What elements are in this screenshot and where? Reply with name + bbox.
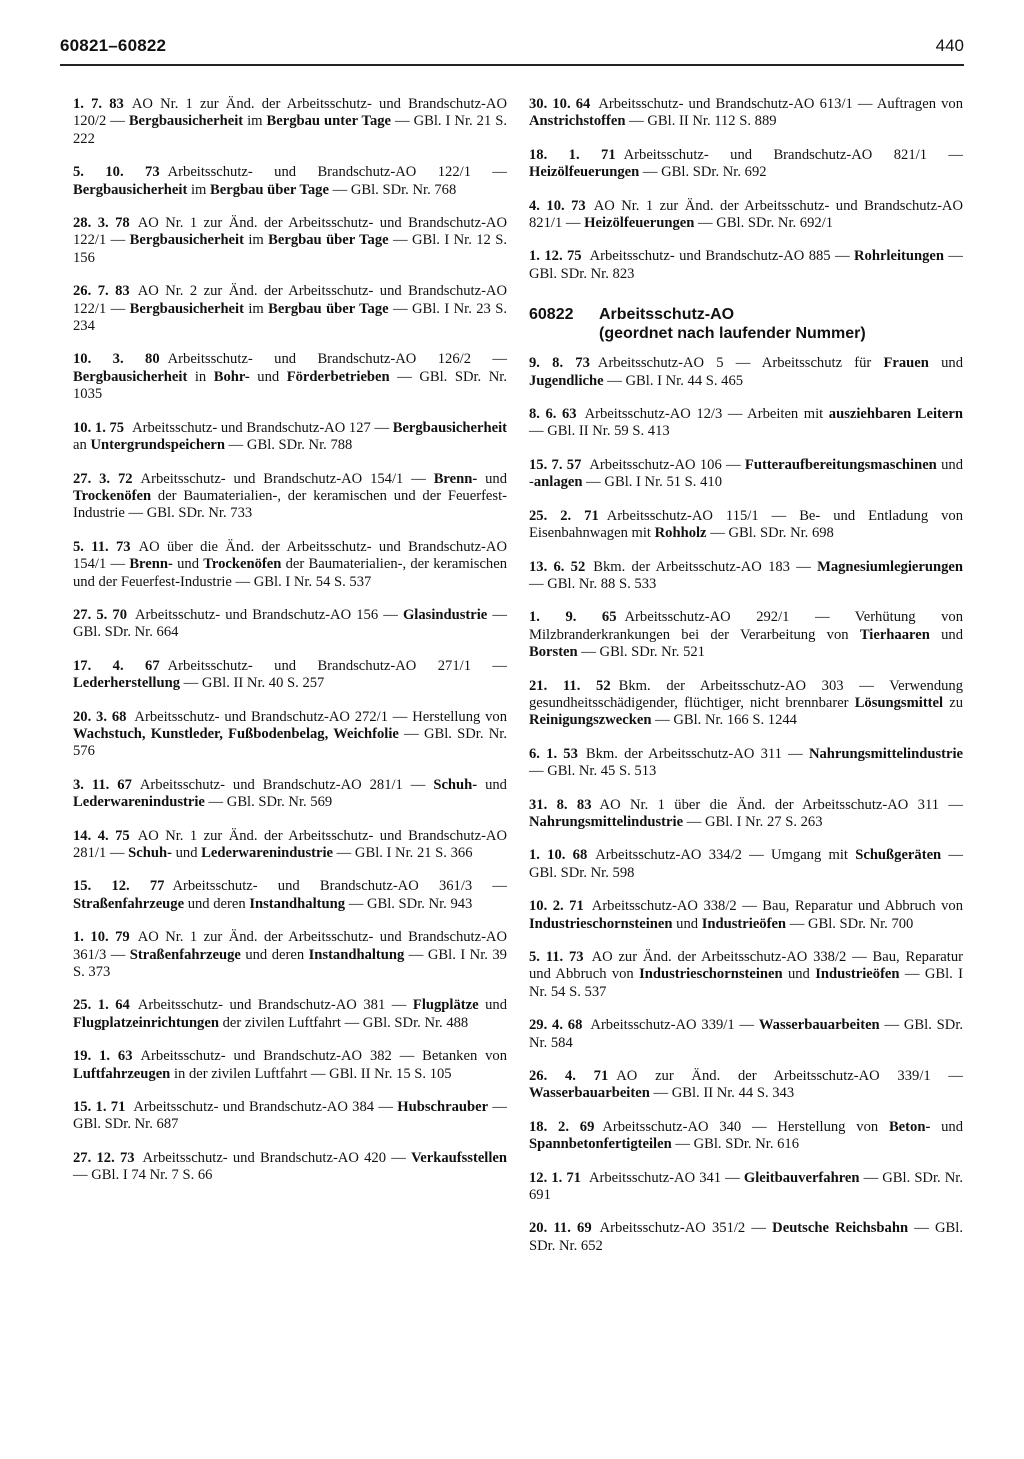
entry-keyword: Bergbausicherheit — [73, 368, 188, 385]
entry-text: AO Nr. 1 zur Änd. der Arbeitsschutz- und Brandschutz-AO 821/1 — — [529, 197, 964, 232]
entry-keyword: Straßenfahrzeuge — [73, 895, 185, 912]
entry-text: Arbeitsschutz- und Brandschutz-AO 420 — — [142, 1149, 412, 1166]
entry-keyword: Glasindustrie — [402, 606, 488, 623]
entry-text: und — [171, 845, 202, 861]
entry-keyword: Rohrleitungen — [854, 248, 944, 265]
entry-text: — GBl. SDr. Nr. 687 — [73, 1099, 508, 1133]
entry-text: AO Nr. 1 zur Änd. der Arbeitsschutz- und Brandschutz-AO 122/1 — — [73, 215, 508, 249]
entry-keyword: Nahrungsmittelindustrie — [808, 745, 963, 762]
header-page-number: 440 — [935, 36, 964, 55]
entry-text: Arbeitsschutz-AO 334/2 — Umgang mit — [595, 847, 856, 864]
entry — [529, 1220, 963, 1255]
entry-text: — GBl. SDr. Nr. 700 — [786, 915, 914, 932]
entry — [73, 1099, 507, 1134]
entry-date: 15. 12. 77 — [73, 878, 165, 895]
entry — [529, 248, 963, 283]
entry-date: 30. 10. 64 — [529, 96, 591, 112]
entry-keyword: Rohholz — [654, 525, 707, 542]
entry-text: AO Nr. 1 über die Änd. der Arbeitsschutz-AO 311 — — [599, 796, 963, 813]
entry — [529, 147, 963, 182]
entry-keyword: Bergbausicherheit — [128, 113, 244, 130]
entry-keyword: Flugplatzeinrichtungen — [73, 1014, 219, 1031]
entry-keyword: Jugendliche — [529, 372, 604, 389]
entry-text: — GBl. II Nr. 40 S. 257 — [180, 675, 325, 692]
entry-date: 1. 7. 83 — [73, 96, 124, 112]
entry-text: — GBl. I 74 Nr. 7 S. 66 — [73, 1167, 213, 1184]
section-title-line2: (geordnet nach laufender Nummer) — [599, 325, 866, 343]
entry-text: — GBl. I Nr. 39 S. 373 — [73, 946, 507, 981]
entry-date: 8. 6. 63 — [529, 406, 577, 423]
entry-keyword: Flugplätze — [412, 997, 479, 1014]
entry-date: 20. 11. 69 — [529, 1220, 592, 1237]
entry-date: 6. 1. 53 — [529, 745, 578, 762]
entry-text: — GBl. I Nr. 51 S. 410 — [582, 474, 722, 491]
entry — [73, 471, 507, 523]
entry-keyword: Luftfahrzeugen — [73, 1065, 171, 1082]
entry — [73, 96, 507, 148]
entry-keyword: Heizölfeuerungen — [529, 164, 640, 181]
entry-keyword: Bergbau über Tage — [268, 300, 389, 317]
entry-text: — GBl. SDr. Nr. 584 — [529, 1017, 964, 1051]
entry — [73, 828, 507, 863]
section-title — [599, 305, 963, 343]
entry — [73, 658, 507, 693]
entry-keyword: Frauen — [883, 355, 929, 372]
entry-text: Arbeitsschutz- und Brandschutz-AO 122/1 — — [167, 164, 508, 181]
entry-text: und — [172, 556, 204, 573]
entry — [529, 949, 963, 1001]
entry — [73, 1150, 507, 1185]
entry-text: — GBl. SDr. Nr. 576 — [73, 725, 507, 760]
entry-date: 1. 10. 68 — [529, 847, 588, 864]
entry-text: Arbeitsschutz-AO 106 — — [589, 456, 745, 473]
entry-text: Arbeitsschutz-AO 340 — Herstellung von — [602, 1118, 889, 1135]
entry-text: Arbeitsschutz- und Brandschutz-AO 821/1 — — [623, 146, 964, 163]
entry-keyword: Wasserbauarbeiten — [529, 1085, 650, 1102]
entry-keyword: Beton- — [888, 1118, 931, 1135]
entry-keyword: Spannbetonfertigteilen — [529, 1136, 672, 1153]
entry-text: — GBl. SDr. Nr. 768 — [328, 181, 457, 198]
entry-date: 5. 11. 73 — [73, 538, 131, 555]
entry-keyword: Lösungsmittel — [854, 694, 944, 711]
entry-text: Arbeitsschutz- und Brandschutz-AO 384 — — [133, 1099, 398, 1116]
entry-keyword: Lederherstellung — [73, 675, 181, 692]
entry-date: 1. 12. 75 — [529, 248, 582, 265]
entry-date: 5. 10. 73 — [73, 164, 160, 181]
right-column-bottom-entries — [529, 355, 963, 1255]
right-column-top-entries — [529, 96, 963, 283]
entry-keyword: Instandhaltung — [308, 946, 405, 963]
entry-date: 1. 9. 65 — [529, 609, 617, 626]
entry — [529, 508, 963, 543]
entry-text: AO Nr. 2 zur Änd. der Arbeitsschutz- und Brandschutz-AO 122/1 — — [73, 283, 508, 317]
entry-keyword: Tierhaaren — [859, 626, 930, 643]
entry-text: und — [672, 915, 702, 932]
entry — [73, 164, 507, 199]
entry-text: — GBl. SDr. Nr. 521 — [577, 644, 705, 661]
entry-keyword: anlagen — [533, 474, 583, 491]
entry-date: 9. 8. 73 — [529, 355, 590, 372]
entry-text: Arbeitsschutz-AO 339/1 — — [590, 1017, 759, 1034]
entry-text: und — [478, 997, 508, 1014]
entry — [73, 997, 507, 1032]
entry-text: Arbeitsschutz-AO 341 — — [588, 1169, 744, 1186]
entry-text: und — [477, 470, 507, 487]
entry-text: und — [782, 966, 816, 983]
entry-keyword: Deutsche Reichsbahn — [772, 1220, 909, 1237]
entry-keyword: Nahrungsmittelindustrie — [529, 813, 684, 830]
entry-keyword: Bergbausicherheit — [392, 419, 507, 436]
entry — [529, 406, 963, 441]
entry — [73, 878, 507, 913]
entry-text: Arbeitsschutz- und Brandschutz-AO 126/2 — — [167, 351, 508, 368]
entry-text: — GBl. SDr. Nr. 823 — [529, 248, 963, 282]
entry-date: 19. 1. 63 — [73, 1048, 133, 1065]
entry — [529, 678, 963, 730]
entry-text: im — [187, 181, 211, 198]
entry-text: Arbeitsschutz-AO 115/1 — Be- und Entladung von Eisenbahnwagen mit — [529, 507, 963, 542]
section-heading — [529, 305, 963, 343]
entry-keyword: Förderbetrieben — [286, 368, 390, 385]
entry-text: — GBl. SDr. Nr. 652 — [529, 1220, 963, 1254]
entry-text: — GBl. SDr. Nr. 1035 — [73, 368, 507, 403]
entry-date: 17. 4. 67 — [73, 657, 160, 674]
entry-text: AO über die Änd. der Arbeitsschutz- und Brandschutz-AO 154/1 — — [73, 538, 507, 573]
entry-keyword: Schuh- — [433, 776, 478, 793]
entry-text: AO Nr. 1 zur Änd. der Arbeitsschutz- und Brandschutz-AO 361/3 — — [73, 929, 508, 963]
entry-text: — GBl. II Nr. 59 S. 413 — [529, 423, 670, 440]
entry-text: AO zur Änd. der Arbeitsschutz-AO 338/2 — Bau, Reparatur und Abbruch von — [529, 949, 963, 983]
entry-keyword: Trockenöfen — [73, 487, 152, 504]
entry — [73, 607, 507, 642]
entry-text: im — [243, 300, 269, 317]
entry-keyword: ausziehbaren Leitern — [828, 406, 963, 423]
entry-text: — GBl. SDr. Nr. 598 — [529, 847, 964, 881]
entry-text: — GBl. SDr. Nr. 788 — [225, 437, 353, 454]
entry-text: — GBl. I Nr. 27 S. 263 — [683, 813, 823, 830]
entry-text: — GBl. SDr. Nr. 664 — [73, 606, 508, 641]
entry-text: im — [243, 232, 269, 249]
entry-text: Arbeitsschutz-AO 351/2 — — [599, 1220, 773, 1237]
entry-text: Arbeitsschutz-AO 12/3 — Arbeiten mit — [584, 406, 829, 423]
entry-date: 18. 1. 71 — [529, 146, 616, 163]
entry-keyword: Verkaufsstellen — [411, 1149, 508, 1166]
entry — [73, 351, 507, 403]
entry — [73, 709, 507, 761]
entry-text: Arbeitsschutz- und Brandschutz-AO 154/1 — — [140, 470, 434, 487]
entry — [529, 198, 963, 233]
entry — [529, 96, 963, 131]
entry — [73, 539, 507, 591]
entry-text: — GBl. SDr. Nr. 692 — [639, 164, 767, 181]
entry-keyword: Schuh- — [128, 845, 172, 861]
entry-text: — GBl. SDr. Nr. 943 — [345, 895, 473, 912]
entry-text: der Baumaterialien-, der keramischen und der Feuerfest-Industrie — GBl. SDr. Nr. 733 — [73, 487, 507, 522]
entry-text: Bkm. der Arbeitsschutz-AO 303 — Verwendung gesundheitsschädigender, flüchtiger, nicht brennbarer — [529, 677, 964, 711]
entry-text: — GBl. Nr. 88 S. 533 — [529, 575, 657, 592]
page-header — [60, 34, 964, 66]
entry-date: 28. 3. 78 — [73, 215, 130, 232]
entry-text: — GBl. SDr. Nr. 569 — [204, 794, 333, 811]
entry-text: und — [929, 626, 963, 643]
header-section-range: 60821–60822 — [60, 36, 167, 55]
entry-text: zu — [943, 694, 963, 711]
entry-text: — GBl. SDr. Nr. 698 — [706, 525, 834, 542]
entry-text: — GBl. I Nr. 23 S. 234 — [73, 300, 508, 335]
entry-text: — GBl. I Nr. 12 S. 156 — [73, 232, 508, 266]
entry-text: — GBl. II Nr. 112 S. 889 — [625, 113, 777, 130]
entry-keyword: Bergbau über Tage — [210, 181, 329, 198]
entry-date: 10. 1. 75 — [73, 419, 125, 436]
entry-text: an — [73, 437, 91, 454]
entry-date: 14. 4. 75 — [73, 827, 130, 844]
entry — [529, 1119, 963, 1154]
entry-text: in — [187, 368, 214, 385]
entry-text: Bkm. der Arbeitsschutz-AO 311 — — [585, 745, 809, 762]
entry-date: 1. 10. 79 — [73, 929, 130, 946]
entry-text: der Baumaterialien-, der keramischen und der Feuerfest-Industrie — GBl. I Nr. 54 S. 537 — [73, 556, 508, 590]
entry-date: 18. 2. 69 — [529, 1118, 595, 1135]
entry-date: 25. 2. 71 — [529, 507, 599, 524]
section-title-line1: Arbeitsschutz-AO — [599, 306, 735, 324]
entry — [529, 746, 963, 781]
entry-text: — GBl. I Nr. 44 S. 465 — [603, 372, 744, 389]
entry-date: 29. 4. 68 — [529, 1017, 583, 1034]
entry-text: der zivilen Luftfahrt — GBl. SDr. Nr. 488 — [218, 1014, 469, 1031]
entry — [73, 420, 507, 455]
entry-keyword: Untergrundspeichern — [90, 437, 226, 454]
entry-keyword: Wachstuch, Kunstleder, Fußbodenbelag, Weichfolie — [73, 725, 399, 742]
entry-date: 27. 5. 70 — [73, 606, 128, 623]
entry-keyword: Industrieöfen — [815, 966, 900, 983]
entry-date: 15. 1. 71 — [73, 1099, 126, 1116]
entry-date: 15. 7. 57 — [529, 456, 582, 473]
entry-keyword: Futteraufbereitungsmaschinen — [744, 456, 937, 473]
entry-keyword: Bergbau über Tage — [268, 232, 389, 249]
entry-keyword: Brenn- — [433, 470, 478, 487]
entry-text: in der zivilen Luftfahrt — GBl. II Nr. 15 S. 105 — [170, 1065, 452, 1082]
entry-keyword: Reinigungszwecken — [529, 712, 652, 729]
entry-text: und deren — [240, 946, 309, 963]
entry-text: und deren — [184, 895, 250, 912]
entry-keyword: Industrieschornsteinen — [639, 966, 783, 983]
entry-date: 5. 11. 73 — [529, 949, 584, 965]
entry-keyword: Lederwarenindustrie — [73, 794, 205, 811]
entry-keyword: Straßenfahrzeuge — [129, 946, 241, 963]
entry — [529, 609, 963, 661]
right-column — [529, 96, 963, 1271]
entry-date: 3. 11. 67 — [73, 776, 132, 793]
entry — [529, 1017, 963, 1052]
entry-keyword: Magnesiumlegierungen — [817, 558, 963, 575]
entry-text: AO Nr. 1 zur Änd. der Arbeitsschutz- und Brandschutz-AO 281/1 — — [73, 827, 508, 861]
entry-text: Arbeitsschutz- und Brandschutz-AO 127 — — [132, 419, 393, 436]
entry-keyword: Bergbau unter Tage — [266, 113, 392, 130]
entry-text: im — [243, 113, 267, 130]
entry-date: 12. 1. 71 — [529, 1169, 581, 1186]
entry-keyword: Heizölfeuerungen — [584, 215, 695, 232]
entry-text: und — [928, 355, 963, 372]
entry-text: — GBl. SDr. Nr. 691 — [529, 1169, 963, 1204]
entry-keyword: Industrieschornsteinen — [529, 915, 673, 932]
entry-text: — GBl. I Nr. 21 S. 366 — [333, 845, 473, 861]
entry-text: und — [930, 1118, 963, 1135]
entry-text: — GBl. I Nr. 54 S. 537 — [529, 966, 963, 1000]
entry-text: — GBl. SDr. Nr. 692/1 — [694, 215, 834, 232]
entry-text: Arbeitsschutz- und Brandschutz-AO 613/1 — Auftragen von — [598, 96, 964, 112]
entry-text: Arbeitsschutz- und Brandschutz-AO 156 — — [135, 606, 403, 623]
entry-date: 10. 2. 71 — [529, 898, 584, 915]
entry — [529, 797, 963, 832]
entry-date: 27. 12. 73 — [73, 1149, 135, 1166]
entry — [529, 457, 963, 492]
entry — [529, 847, 963, 882]
entry-keyword: Borsten — [529, 644, 578, 661]
entry-text: — GBl. Nr. 45 S. 513 — [529, 763, 657, 780]
entry — [73, 777, 507, 812]
entry-text: Arbeitsschutz- und Brandschutz-AO 271/1 — — [167, 657, 508, 674]
entry-text: Arbeitsschutz- und Brandschutz-AO 272/1 — Herstellung von — [134, 708, 508, 725]
entry — [529, 559, 963, 594]
entry-keyword: Industrieöfen — [701, 915, 787, 932]
entry-keyword: Wasserbauarbeiten — [758, 1017, 880, 1034]
entry-date: 26. 7. 83 — [73, 283, 130, 300]
entry-keyword: Instandhaltung — [249, 895, 346, 912]
entry — [73, 929, 507, 981]
entry-text: — GBl. II Nr. 44 S. 343 — [649, 1085, 795, 1102]
entry-keyword: Bergbausicherheit — [129, 232, 244, 249]
entry-text: — GBl. Nr. 166 S. 1244 — [651, 712, 797, 729]
entry-text: und - — [529, 456, 963, 491]
entry-date: 10. 3. 80 — [73, 351, 160, 368]
entry-date: 20. 3. 68 — [73, 708, 127, 725]
entry-keyword: Schußgeräten — [855, 847, 942, 864]
entry-text: Arbeitsschutz- und Brandschutz-AO 361/3 — — [172, 878, 508, 895]
entry-keyword: Bergbausicherheit — [129, 300, 244, 317]
entry-text: Bkm. der Arbeitsschutz-AO 183 — — [593, 558, 818, 575]
entry — [73, 283, 507, 335]
entry-text: Arbeitsschutz- und Brandschutz-AO 281/1 — — [139, 776, 434, 793]
entry-date: 27. 3. 72 — [73, 470, 133, 487]
entry-date: 25. 1. 64 — [73, 997, 130, 1014]
entry-text: Arbeitsschutz-AO 5 — Arbeitsschutz für — [597, 355, 884, 372]
entry — [73, 215, 507, 267]
entry-date: 31. 8. 83 — [529, 796, 592, 813]
entry — [529, 1170, 963, 1205]
entry — [529, 898, 963, 933]
entry — [529, 1068, 963, 1103]
entry-keyword: Lederwarenindustrie — [201, 845, 334, 861]
entry-keyword: Hubschrauber — [397, 1099, 489, 1116]
left-column — [73, 96, 507, 1201]
entry-date: 13. 6. 52 — [529, 558, 586, 575]
entry — [73, 1048, 507, 1083]
entry-keyword: Anstrichstoffen — [529, 113, 626, 130]
entry-date: 21. 11. 52 — [529, 677, 611, 694]
entry-text: — GBl. I Nr. 21 S. 222 — [73, 113, 507, 147]
entry-keyword: Bohr- — [213, 368, 250, 385]
entry-text: Arbeitsschutz-AO 292/1 — Verhütung von Milzbranderkrankungen bei der Verarbeitung von — [529, 609, 963, 643]
entry-date: 4. 10. 73 — [529, 197, 586, 214]
entry-text: AO Nr. 1 zur Änd. der Arbeitsschutz- und Brandschutz-AO 120/2 — — [73, 96, 507, 130]
entry-text: und — [249, 368, 287, 385]
entry-text: und — [477, 776, 507, 793]
entry-text: Arbeitsschutz- und Brandschutz-AO 885 — — [589, 248, 854, 265]
entry-text: Arbeitsschutz-AO 338/2 — Bau, Reparatur und Abbruch von — [591, 898, 963, 915]
entry-text: Arbeitsschutz- und Brandschutz-AO 382 — Betanken von — [140, 1048, 507, 1065]
entry-date: 26. 4. 71 — [529, 1068, 609, 1085]
section-number: 60822 — [529, 306, 574, 324]
entry-text: AO zur Änd. der Arbeitsschutz-AO 339/1 — — [616, 1068, 963, 1085]
entry-text: Arbeitsschutz- und Brandschutz-AO 381 — — [137, 997, 413, 1014]
entry-keyword: Gleitbauverfahren — [743, 1169, 860, 1186]
entry — [529, 355, 963, 390]
entry-text: — GBl. SDr. Nr. 616 — [671, 1136, 800, 1153]
entry-keyword: Trockenöfen — [203, 556, 282, 573]
entry-keyword: Brenn- — [129, 556, 173, 573]
entry-keyword: Bergbausicherheit — [73, 181, 188, 198]
